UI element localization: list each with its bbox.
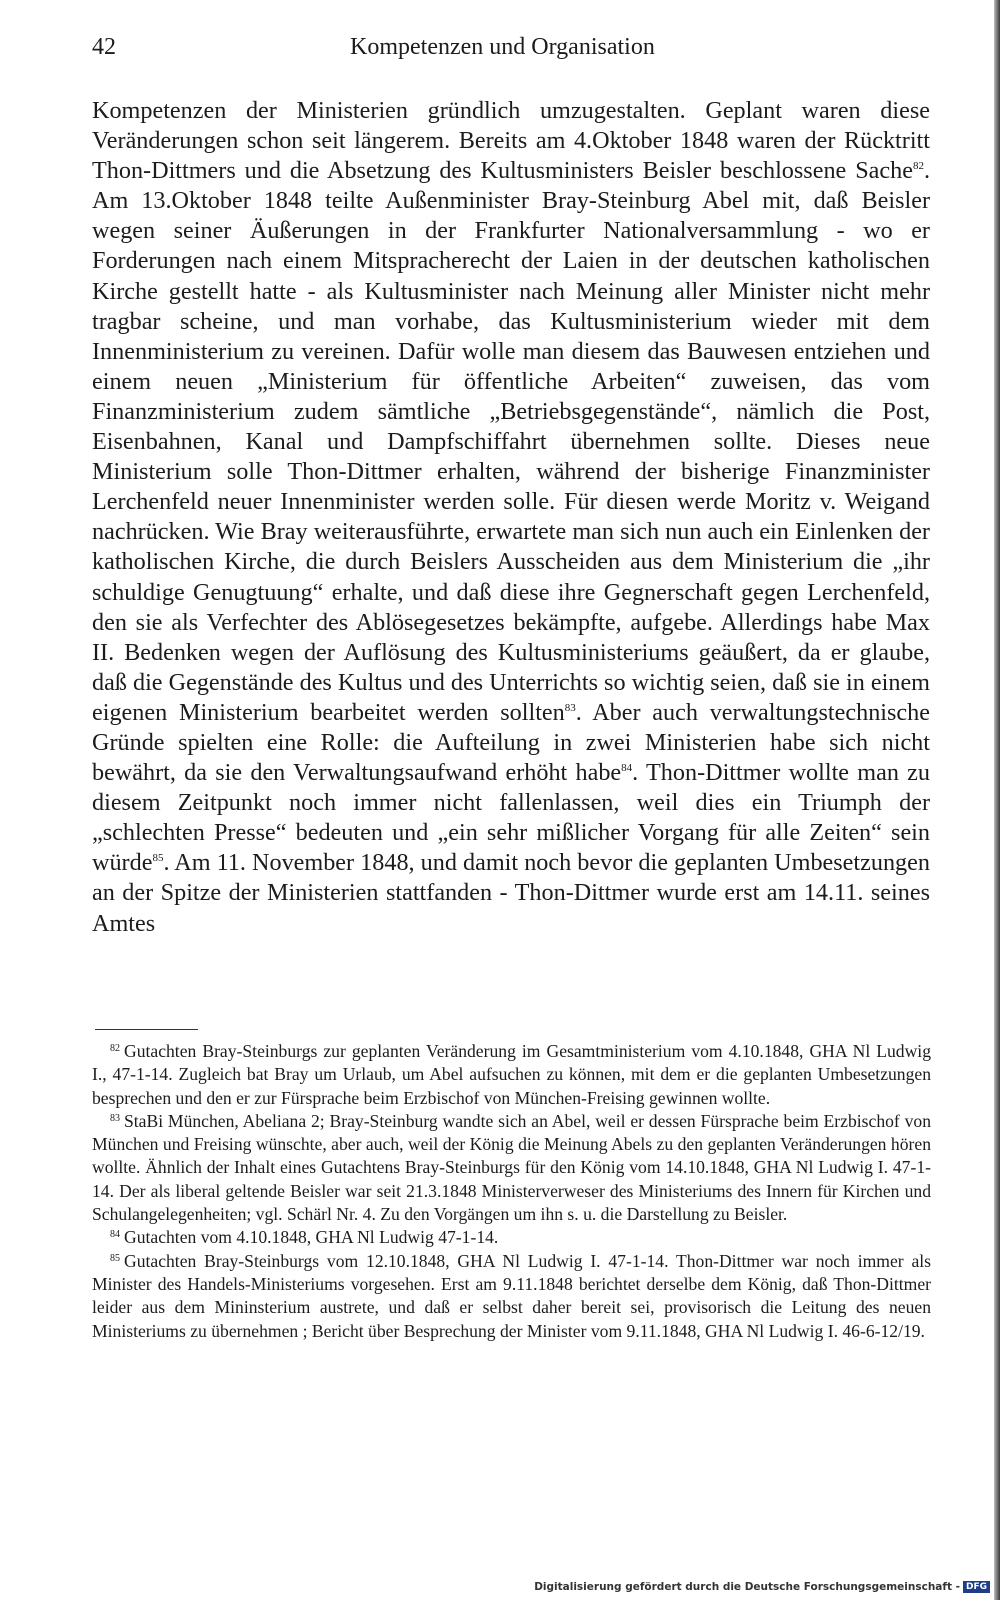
footnote-text: Gutachten Bray-Steinburgs zur geplanten Veränderung im Gesamtministerium vom 4.10.1848, GHA Nl Ludwig I., 47-1-14. Zugleich bat Bray um Urlaub, um Abel aufsuchen zu können, mit dem er die geplanten Umbesetzungen besprechen und den er zur Fürsprache beim Erzbischof von München-Freising gewinnen wollte. — [92, 1041, 931, 1108]
body-paragraph — [92, 96, 930, 939]
page-edge-shadow — [994, 0, 1000, 1600]
footnotes — [92, 1040, 931, 1343]
dfg-logo: DFG — [963, 1581, 990, 1593]
footnote-number: 82 — [110, 1043, 120, 1054]
running-head: Kompetenzen und Organisation — [350, 34, 655, 60]
footnote-text: StaBi München, Abeliana 2; Bray-Steinburg wandte sich an Abel, weil er dessen Fürsprache beim Erzbischof von München und Freising wünschte, aber auch, weil der König die Meinung Abels zu den geplanten Veränderungen hören wollte. Ähnlich der Inhalt eines Gutachtens Bray-Steinburgs für den König vom 14.10.1848, GHA Nl Ludwig I. 47-1-14. Der als liberal geltende Beisler war seit 21.3.1848 Ministerverweser des Ministeriums des Innern für Kirchen und Schulangelegenheiten; vgl. Schärl Nr. 4. Zu den Vorgängen um ihn s. u. die Darstellung zu Beisler. — [92, 1110, 931, 1225]
credit-text: Digitalisierung gefördert durch die Deutsche Forschungsgemeinschaft - — [534, 1581, 960, 1593]
footnote-text: Gutachten Bray-Steinburgs vom 12.10.1848, GHA Nl Ludwig I. 47-1-14. Thon-Dittmer war noch immer als Minister des Handels-Ministeriums vorgesehen. Erst am 9.11.1848 berichtet derselbe dem König, daß Thon-Dittmer leider aus dem Mininsterium austrete, und daß er selbst daher bereit sei, provisorisch die Leitung des neuen Ministeriums zu übernehmen ; Bericht über Besprechung der Minister vom 9.11.1848, GHA Nl Ludwig I. 46-6-12/19. — [92, 1250, 931, 1341]
body-text-part-3: . Aber auch verwaltungstechnische Gründe spielten eine Rolle: die Aufteilung in zwei Ministerien habe sich nicht bewährt, da sie den Verwaltungsaufwand erhöht habe — [92, 698, 930, 787]
footnote-ref-82[interactable]: 82 — [912, 160, 924, 173]
footnote-83 — [92, 1110, 931, 1226]
footnote-84 — [92, 1226, 931, 1249]
body-text-part-2: . Am 13.Oktober 1848 teilte Außenminister Bray-Steinburg Abel mit, daß Beisler wegen seiner Äußerungen in der Frankfurter Nationalversammlung - wo er Forderungen nach einem Mitspracherecht der Laien in der deutschen katholischen Kirche gestellt hatte - als Kultusminister nach Meinung aller Minister nicht mehr tragbar scheine, und man vorhabe, das Kultusministerium wieder mit dem Innenministerium zu vereinen. Dafür wolle man diesem das Bauwesen entziehen und einem neuen „Ministerium für öffentliche Arbeiten“ zuweisen, das vom Finanzministerium zudem sämtliche „Betriebsgegenstände“, nämlich die Post, Eisenbahnen, Kanal und Dampfschiffahrt übernehmen sollte. Dieses neue Ministerium solle Thon-Dittmer erhalten, während der bisherige Finanzminister Lerchenfeld neuer Innenminister werden solle. Für diesen werde Moritz v. Weigand nachrücken. Wie Bray weiterausführte, erwartete man sich nun auch ein Einlenken der katholischen Kirche, die durch Beislers Ausscheiden aus dem Ministerium die „ihr schuldige Genugtuung“ erhalte, und daß diese ihre Gegnerschaft gegen Lerchenfeld, den sie als Verfechter des Ablösegesetzes bekämpfte, aufgebe. Allerdings habe Max II. Bedenken wegen der Auflösung des Kultusministeriums geäußert, da er glaube, daß die Gegenstände des Kultus und des Unterrichts so wichtig seien, daß sie in einem eigenen Ministerium bearbeitet werden sollten — [92, 157, 930, 726]
main-text — [92, 96, 930, 939]
footnote-text: Gutachten vom 4.10.1848, GHA Nl Ludwig 47-1-14. — [124, 1227, 499, 1248]
page-number: 42 — [92, 34, 116, 60]
footnote-ref-84[interactable]: 84 — [621, 762, 633, 775]
body-text-part-1: Kompetenzen der Ministerien gründlich umzugestalten. Geplant waren diese Veränderungen schon seit längerem. Bereits am 4.Oktober 1848 waren der Rücktritt Thon-Dittmers und die Absetzung des Kultusministers Beisler beschlossene Sache — [92, 97, 930, 185]
footnote-82 — [92, 1040, 931, 1110]
footnote-ref-83[interactable]: 83 — [564, 701, 576, 714]
footnote-number: 84 — [110, 1229, 120, 1241]
footnote-85 — [92, 1250, 931, 1343]
digitization-credit — [534, 1581, 990, 1593]
footnote-ref-85[interactable]: 85 — [152, 852, 164, 865]
footnote-rule — [95, 1029, 198, 1030]
footnote-number: 85 — [110, 1252, 120, 1264]
footnote-number: 83 — [110, 1112, 120, 1124]
body-text-part-5: . Am 11. November 1848, und damit noch bevor die geplanten Umbesetzungen an der Spitze der Ministerien stattfanden - Thon-Dittmer wurde erst am 14.11. seines Amtes — [92, 849, 930, 937]
body-text-part-4: . Thon-Dittmer wollte man zu diesem Zeitpunkt noch immer nicht fallenlassen, weil dies ein Triumph der „schlechten Presse“ bedeuten und „ein sehr mißlicher Vorgang für alle Zeiten“ sein würde — [92, 759, 930, 877]
